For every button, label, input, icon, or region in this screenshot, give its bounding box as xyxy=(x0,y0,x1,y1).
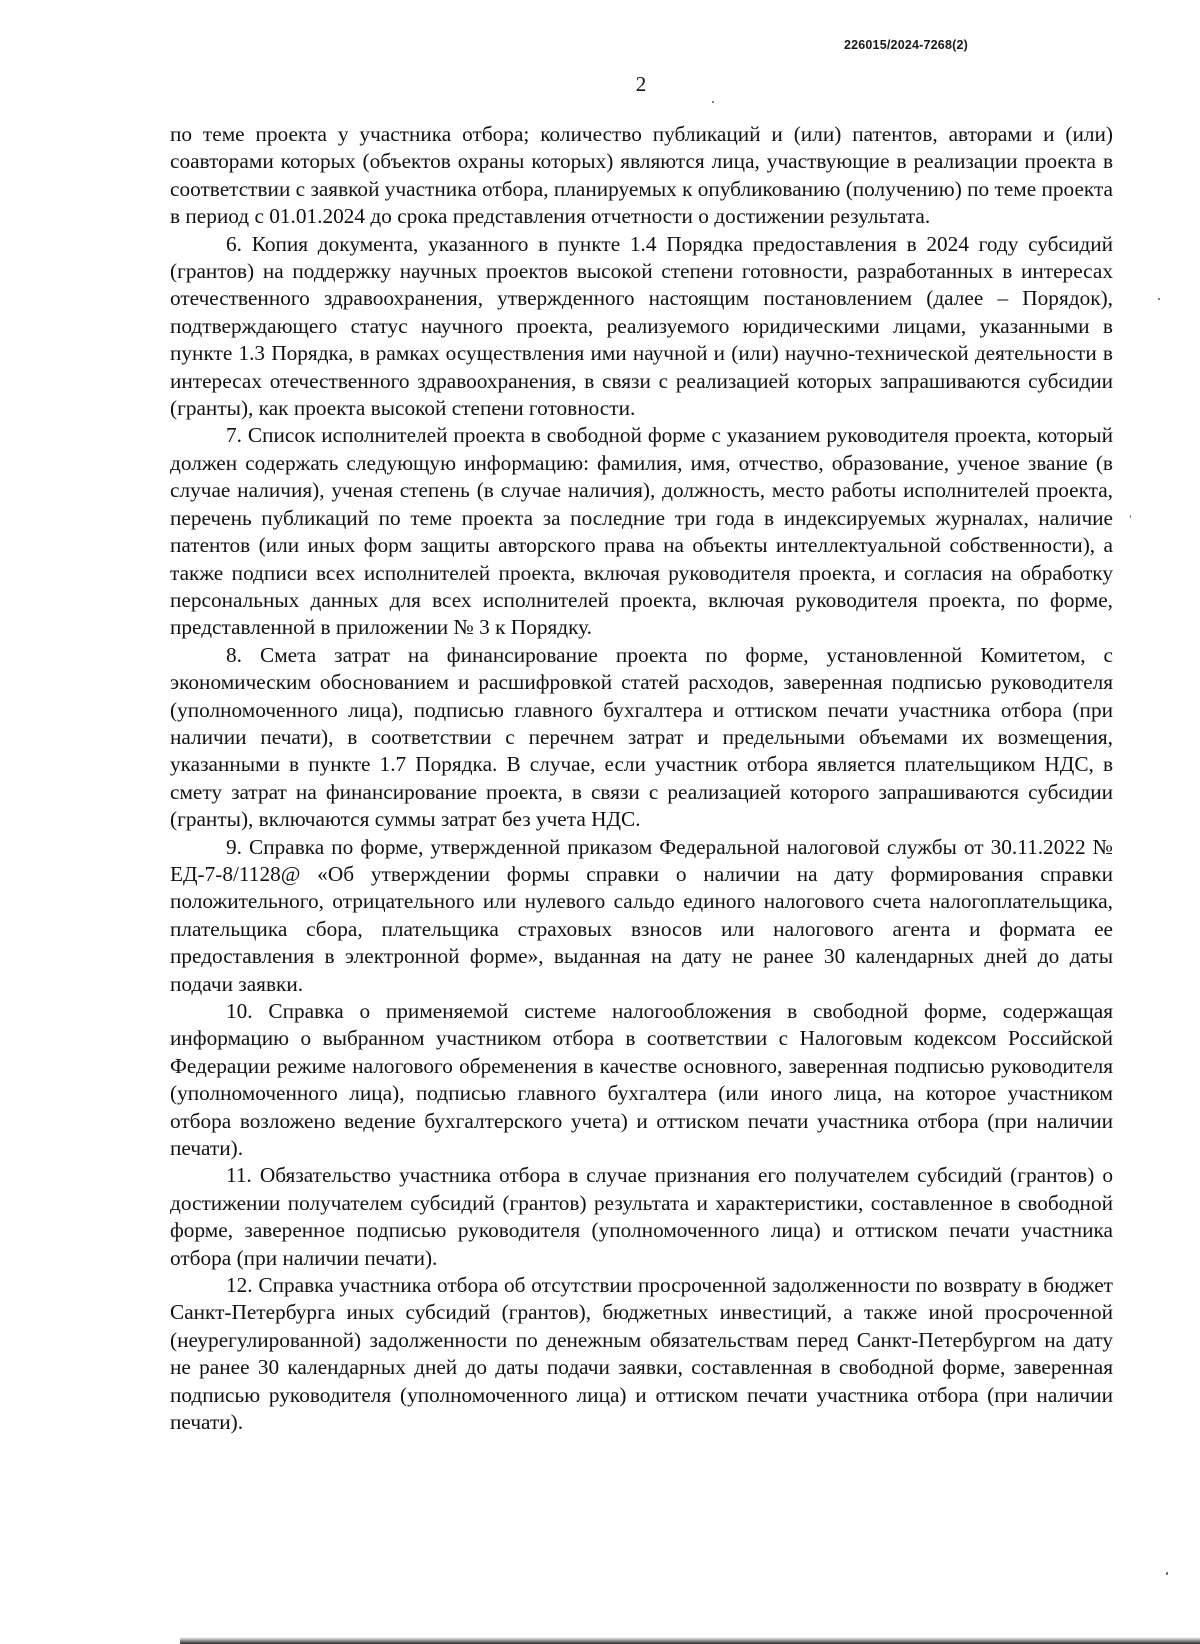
page-number: 2 xyxy=(635,72,647,96)
paragraph-item-7: 7. Список исполнителей проекта в свободной форме с указанием руководителя проекта, который должен содержать следующую информацию: фамилия, имя, отчество, образование, ученое звание (в случае наличия), ученая степень (в случае наличия), должность, место работы исполнителей проекта, перечень публикаций по теме проекта за последние три года в индексируемых журналах, наличие патентов (или иных форм защиты авторского права на объекты интеллектуальной собственности), а также подписи всех исполнителей проекта, включая руководителя проекта, и согласия на обработку персональных данных для всех исполнителей проекта, включая руководителя проекта, по форме, представленной в приложении № 3 к Порядку. xyxy=(170,423,1113,640)
paragraph-item-8: 8. Смета затрат на финансирование проекта по форме, установленной Комитетом, с экономическим обоснованием и расшифровкой статей расходов, заверенная подписью руководителя (уполномоченного лица), подписью главного бухгалтера и оттиском печати участника отбора (при наличии печати), в соответствии с перечнем затрат и предельными объемами их возмещения, указанными в пункте 1.7 Порядка. В случае, если участник отбора является плательщиком НДС, в смету затрат на финансирование проекта, в связи с реализацией которого запрашиваются субсидии (гранты), включаются суммы затрат без учета НДС. xyxy=(170,642,1113,832)
paragraph-item-9: 9. Справка по форме, утвержденной приказом Федеральной налоговой службы от 30.11.2022 № ЕД-7-8/1128@ «Об утверждении формы справки о наличии на дату формирования справки положительного, отрицательного или нулевого сальдо единого налогового счета налогоплательщика, плательщика сбора, плательщика страховых взносов или налогового агента и формата ее предоставления в электронной форме», выданная на дату не ранее 30 календарных дней до даты подачи заявки. xyxy=(170,834,1113,996)
paragraph-continuation: по теме проекта у участника отбора; количество публикаций и (или) патентов, авторами и (или) соавторами которых (объектов охраны которых) являются лица, участвующие в реализации проекта в соответствии с заявкой участника отбора, планируемых к опубликованию (получению) по теме проекта в период с 01.01.2024 до срока представления отчетности о достижении результата. xyxy=(170,122,1113,229)
document-id: 226015/2024-7268(2) xyxy=(843,38,968,52)
paragraph-item-12: 12. Справка участника отбора об отсутствии просроченной задолженности по возврату в бюджет Санкт-Петербурга иных субсидий (грантов), бюджетных инвестиций, а также иной просроченной (неурегулированной) задолженности по денежным обязательствам перед Санкт-Петербургом на дату не ранее 30 календарных дней до даты подачи заявки, составленная в свободной форме, заверенная подписью руководителя (уполномоченного лица) и оттиском печати участника отбора (при наличии печати). xyxy=(170,1273,1113,1435)
scan-bottom-edge xyxy=(180,1637,1200,1644)
paragraph-item-6: 6. Копия документа, указанного в пункте 1.4 Порядка предоставления в 2024 году субсидий (грантов) на поддержку научных проектов высокой степени готовности, разработанных в интересах отечественного здравоохранения, утвержденного настоящим постановлением (далее – Порядок), подтверждающего статус научного проекта, реализуемого юридическими лицами, указанными в пункте 1.3 Порядка, в рамках осуществления ими научной и (или) научно-технической деятельности в интересах отечественного здравоохранения, в связи с реализацией которых запрашиваются субсидии (гранты), как проекта высокой степени готовности. xyxy=(170,231,1113,421)
paragraph-item-10: 10. Справка о применяемой системе налогообложения в свободной форме, содержащая информацию о выбранном участником отбора в соответствии с Налоговым кодексом Российской Федерации режиме налогового обременения в качестве основного, заверенная подписью руководителя (уполномоченного лица), подписью главного бухгалтера (или иного лица, на которое участником отбора возложено ведение бухгалтерского учета) и оттиском печати участника отбора (при наличии печати). xyxy=(170,999,1113,1161)
paragraph-item-11: 11. Обязательство участника отбора в случае признания его получателем субсидий (грантов) о достижении получателем субсидий (грантов) результата и характеристики, составленное в свободной форме, заверенное подписью руководителя (уполномоченного лица) и оттиском печати участника отбора (при наличии печати). xyxy=(170,1163,1113,1270)
document-body xyxy=(170,121,1113,1437)
